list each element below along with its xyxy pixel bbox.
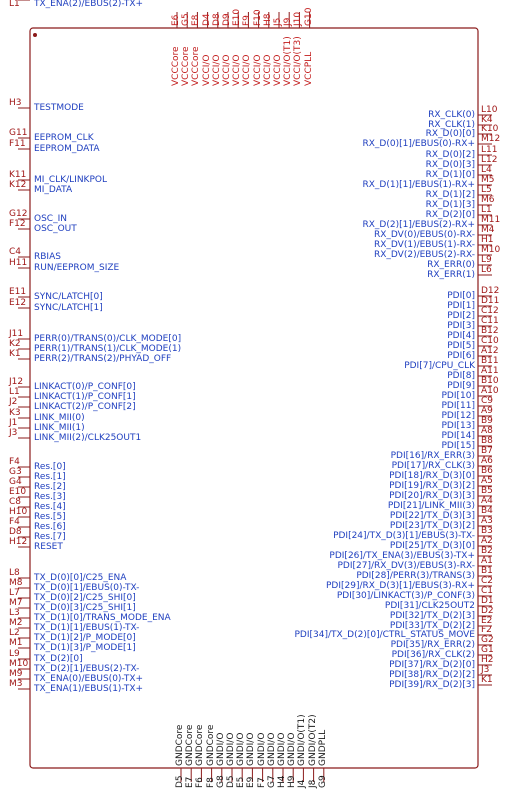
right-pin-number: B8	[481, 436, 493, 446]
left-pin-name: PERR(2)/TRANS(2)/PHYAD_OFF	[34, 354, 172, 364]
right-pin-number: A2	[481, 536, 493, 546]
left-pin-number: J1	[9, 418, 18, 428]
right-pin-number: L10	[481, 105, 498, 115]
right-pin-number: D11	[481, 296, 500, 306]
right-pin-name: PDI[17]/RX_CLK(3)	[391, 461, 475, 471]
bottom-pin-name: GNDI/O	[236, 732, 247, 766]
top-pin-number: G10	[303, 7, 314, 26]
right-pin-number: L11	[481, 145, 498, 155]
right-pin-number: B2	[481, 546, 493, 556]
right-pin-name: RX_CLK(0)	[428, 110, 475, 120]
left-pin-name: EEPROM_CLK	[34, 133, 94, 143]
top-pin-number: J10	[293, 11, 304, 26]
bottom-pin-number: G7	[266, 775, 277, 788]
pin1-marker-dot	[33, 33, 37, 37]
right-pin-name: PDI[29]/RX_D(3)[1]/EBUS(3)-RX+	[325, 581, 475, 591]
left-pin-name: OSC_IN	[34, 214, 67, 224]
left-pin-number: M2	[9, 618, 23, 628]
right-pin-name: RX_ERR(1)	[427, 270, 475, 280]
right-pin-number: H2	[481, 655, 494, 665]
right-pin-number: E2	[481, 616, 493, 626]
right-pin-name: PDI[39]/RX_D(2)[3]	[389, 680, 475, 690]
right-pin-number: M12	[481, 134, 501, 144]
right-pin-number: B10	[481, 376, 499, 386]
left-pin-name: PERR(1)/TRANS(1)/CLK_MODE(1)	[34, 344, 182, 354]
right-pin-number: C11	[481, 316, 499, 326]
bottom-pin-number: F7	[256, 777, 267, 788]
left-pin-number: J2	[9, 397, 18, 407]
left-pin-number: L7	[9, 588, 20, 598]
right-pin-number: D12	[481, 286, 500, 296]
left-pin-name: MI_CLK/LINKPOL	[34, 175, 107, 185]
left-pin-number: M3	[9, 679, 23, 689]
right-pin-name: RX_D(0)[2]	[425, 150, 475, 160]
right-pin-name: RX_D(2)[0]	[425, 210, 475, 220]
right-pin-name: RX_D(1)[1]/EBUS(1)-RX+	[362, 180, 475, 190]
right-pin-number: A8	[481, 426, 493, 436]
top-pin-number: D8	[211, 13, 222, 26]
top-pin-name: VCCI/O	[273, 54, 283, 86]
right-pin-number: A5	[481, 476, 493, 486]
left-pin-number: F4	[9, 517, 20, 527]
right-pin-number: A9	[481, 406, 493, 416]
left-pin-name: Res.[6]	[34, 522, 66, 532]
right-pin-name: RX_D(2)[1]/EBUS(2)-RX+	[362, 220, 475, 230]
right-pin-number: L9	[481, 255, 492, 265]
right-pin-number: C2	[481, 576, 494, 586]
left-pin-name: TX_D(0)[3]/C25_SHI[1]	[34, 603, 136, 613]
left-pin-name: LINKACT(0)/P_CONF[0]	[34, 382, 136, 392]
right-pin-number: A10	[481, 386, 499, 396]
bottom-pin-name: GNDI/O(T2)	[307, 714, 318, 766]
bottom-pin-name: GNDI/O	[287, 732, 298, 766]
left-pin-name: OSC_OUT	[34, 224, 77, 234]
bottom-pin-name: GNDI/O	[215, 732, 226, 766]
right-pin-number: B9	[481, 416, 493, 426]
right-pin-name: PDI[10]	[441, 391, 475, 401]
right-pin-number: L5	[481, 185, 492, 195]
right-pin-name: RX_D(0)[0]	[425, 129, 475, 139]
left-pin-number: J3	[9, 428, 18, 438]
top-pin-name: VCCI/O	[262, 54, 273, 86]
left-pin-name: LINK_MII(0)	[34, 413, 85, 423]
bottom-pin-name: GNDPLL	[317, 729, 328, 766]
right-pin-number: M5	[481, 175, 495, 185]
right-pin-name: RX_CLK(1)	[428, 120, 475, 130]
right-pin-number: L4	[481, 165, 492, 175]
right-pin-name: PDI[16]/RX_ERR(3)	[390, 451, 475, 461]
top-pin-name: VCCI/O	[222, 54, 232, 86]
left-pin-name: TESTMODE	[34, 103, 84, 113]
right-pin-number: J3	[481, 665, 490, 675]
left-pin-name: TX_D(0)[2]/C25_SHI[0]	[34, 593, 136, 603]
left-pin-number: M7	[9, 598, 23, 608]
right-pin-name: RX_ERR(0)	[427, 260, 475, 270]
left-pin-name: TX_D(1)[3]/P_MODE[1]	[34, 643, 136, 653]
right-pin-name: RX_DV(0)/EBUS(0)-RX-	[373, 230, 475, 240]
left-pin-number: F4	[9, 457, 20, 467]
top-pin-number: F9	[242, 15, 253, 26]
right-pin-name: PDI[25]/TX_D(3)[0]	[389, 541, 475, 551]
top-pin-number: E8	[191, 14, 202, 26]
right-pin-name: PDI[5]	[447, 341, 475, 351]
left-pin-number: L8	[9, 568, 20, 578]
left-pin-number: E11	[9, 287, 27, 297]
right-pin-name: PDI[24]/TX_D(3)[1]/EBUS(3)-TX-	[333, 531, 475, 541]
left-pin-number: D8	[9, 527, 22, 537]
bottom-pin-name: GNDCore	[185, 724, 196, 766]
right-pin-name: PDI[20]/RX_D(3)[3]	[389, 491, 475, 501]
right-pin-name: RX_D(0)[3]	[425, 160, 475, 170]
right-pin-number: B11	[481, 356, 499, 366]
top-pin-name: VCCI/O	[201, 54, 212, 86]
right-pin-name: PDI[7]/CPU_CLK	[404, 361, 475, 371]
right-pin-number: A3	[481, 516, 493, 526]
right-pin-name: RX_D(1)[0]	[425, 170, 475, 180]
right-pin-name: PDI[12]	[441, 411, 475, 421]
right-pin-number: B7	[481, 446, 493, 456]
left-pin-number: K11	[9, 170, 27, 180]
bottom-pin-name: GNDI/O(T1)	[297, 714, 308, 766]
top-pin-name: VCCCore	[181, 46, 192, 86]
left-pin-number: H10	[9, 507, 28, 517]
right-pin-name: PDI[19]/RX_D(3)[2]	[389, 481, 475, 491]
top-pin-name: VCCI/O	[211, 54, 222, 86]
left-pin-name: LINK_MII(1)	[34, 423, 85, 433]
right-pin-number: D1	[481, 596, 494, 606]
right-pin-number: A6	[481, 456, 493, 466]
bottom-pin-number: F6	[195, 777, 206, 788]
right-pin-number: L12	[481, 155, 498, 165]
left-pin-number: F12	[9, 219, 26, 229]
right-pin-name: PDI[18]/RX_D(3)[0]	[389, 471, 475, 481]
bottom-pin-number: D5	[226, 775, 236, 788]
left-pin-number: M9	[9, 669, 23, 679]
top-pin-name: VCCCore	[191, 46, 202, 86]
bottom-pin-number: G9	[317, 775, 328, 788]
left-pin-name: Res.[7]	[34, 532, 66, 542]
right-pin-name: PDI[27]/RX_DV(3)/EBUS(3)-RX-	[337, 561, 475, 571]
left-pin-name: TX_D(1)[0]/TRANS_MODE_ENA	[34, 613, 171, 623]
left-pin-number: K3	[9, 408, 21, 418]
top-pin-name: VCCI/O	[252, 54, 263, 86]
bottom-pin-name: GNDI/O	[246, 732, 257, 766]
left-pin-number: E10	[9, 487, 27, 497]
top-pin-number: F10	[252, 9, 263, 26]
right-pin-number: M11	[481, 215, 501, 225]
right-pin-name: PDI[33]/TX_D(2)[2]	[389, 621, 475, 631]
right-pin-number: G1	[481, 645, 494, 655]
right-pin-number: L6	[481, 265, 492, 275]
left-pin-name: LINKACT(1)/P_CONF[1]	[34, 392, 136, 402]
right-pin-name: PDI[9]	[447, 381, 475, 391]
left-pin-name: LINK_MII(2)/CLK25OUT1	[34, 433, 142, 443]
bottom-pin-name: GNDI/O	[277, 732, 287, 766]
right-pin-name: PDI[1]	[447, 301, 475, 311]
left-pin-name: TX_ENA(1)/EBUS(1)-TX+	[34, 684, 144, 694]
top-pin-number: D9	[222, 13, 232, 26]
right-pin-name: PDI[4]	[447, 331, 475, 341]
right-pin-name: PDI[6]	[447, 351, 475, 361]
left-pin-number: M10	[9, 659, 29, 669]
right-pin-number: B12	[481, 326, 499, 336]
left-pin-name: Res.[0]	[34, 462, 66, 472]
left-pin-number: L1	[9, 0, 20, 9]
right-pin-name: PDI[35]/RX_ERR(2)	[390, 640, 475, 650]
right-pin-number: A11	[481, 366, 499, 376]
bottom-pin-name: GNDCore	[205, 724, 216, 766]
right-pin-name: PDI[37]/RX_D(2)[0]	[389, 660, 475, 670]
right-pin-name: PDI[36]/RX_CLK(2)	[391, 650, 475, 660]
right-pin-number: D2	[481, 606, 494, 616]
left-pin-number: G4	[9, 477, 22, 487]
left-pin-name: SYNC/LATCH[0]	[34, 292, 103, 302]
bottom-pin-name: GNDCore	[175, 724, 185, 766]
bottom-pin-number: G8	[215, 775, 226, 788]
left-pin-number: M8	[9, 578, 23, 588]
right-pin-name: PDI[21]/LINK_MII(3)	[387, 501, 475, 511]
left-pin-name: TX_D(2)[1]/EBUS(2)-TX-	[34, 664, 140, 674]
left-pin-name: Res.[2]	[34, 482, 66, 492]
right-pin-number: A4	[481, 496, 493, 506]
left-pin-number: C4	[9, 247, 22, 257]
right-pin-name: RX_D(1)[2]	[425, 190, 475, 200]
top-pin-number: E6	[171, 14, 181, 26]
left-pin-name: MI_DATA	[34, 185, 73, 195]
right-pin-number: H1	[481, 235, 494, 245]
right-pin-name: PDI[30]/LINKACT(3)/P_CONF(3)	[336, 591, 475, 601]
left-pin-name: TX_ENA(2)/EBUS(2)-TX+	[34, 0, 144, 9]
right-pin-name: PDI[34]/TX_D(2)[0]/CTRL_STATUS_MOVE	[294, 630, 475, 640]
top-pin-number: J9	[283, 17, 294, 26]
right-pin-name: PDI[15]	[441, 441, 475, 451]
right-pin-number: L1	[481, 205, 492, 215]
left-pin-number: K12	[9, 180, 27, 190]
left-pin-name: TX_D(2)[0]	[34, 654, 83, 664]
bottom-pin-number: H9	[287, 775, 298, 788]
left-pin-name: EEPROM_DATA	[34, 144, 100, 154]
left-pin-name: SYNC/LATCH[1]	[34, 303, 103, 313]
left-pin-name: RESET	[34, 542, 63, 552]
left-pin-name: TX_D(0)[1]/EBUS(0)-TX-	[34, 583, 140, 593]
right-pin-name: RX_D(0)[1]/EBUS(0)-RX+	[362, 139, 475, 149]
top-pin-name: VCCPLL	[303, 51, 314, 86]
top-pin-name: VCCI/O(T1)	[283, 36, 294, 86]
left-pin-name: TX_D(1)[1]/EBUS(1)-TX-	[34, 623, 140, 633]
left-pin-number: J11	[9, 329, 24, 339]
right-pin-name: PDI[26]/TX_ENA(3)/EBUS(3)-TX+	[329, 551, 475, 561]
right-pin-number: C12	[481, 306, 499, 316]
left-pin-number: J12	[9, 377, 24, 387]
top-pin-number: E10	[232, 8, 243, 26]
left-pin-number: L1	[9, 387, 20, 397]
bottom-pin-name: GNDI/O	[266, 732, 277, 766]
bottom-pin-number: F8	[205, 777, 216, 788]
left-pin-name: PERR(0)/TRANS(0)/CLK_MODE[0]	[34, 334, 182, 344]
bottom-pin-number: E7	[185, 776, 196, 788]
right-pin-number: M4	[481, 225, 495, 235]
bottom-pin-name: GNDI/O	[256, 732, 267, 766]
bottom-pin-number: H4	[277, 775, 287, 788]
left-pin-number: G12	[9, 209, 28, 219]
left-pin-number: H12	[9, 537, 28, 547]
right-pin-number: B6	[481, 466, 493, 476]
bottom-pin-name: GNDCore	[195, 724, 206, 766]
right-pin-name: RX_D(1)[3]	[425, 200, 475, 210]
left-pin-name: Res.[3]	[34, 492, 66, 502]
left-pin-number: G11	[9, 128, 28, 138]
left-pin-number: E12	[9, 298, 27, 308]
top-pin-name: VCCI/O	[232, 54, 243, 86]
right-pin-number: F2	[481, 625, 492, 635]
right-pin-name: PDI[22]/TX_D(3)[3]	[389, 511, 475, 521]
left-pin-number: H3	[9, 98, 22, 108]
left-pin-name: TX_D(0)[0]/C25_ENA	[34, 573, 127, 583]
bottom-pin-number: E5	[236, 776, 247, 788]
left-pin-name: TX_ENA(0)/EBUS(0)-TX+	[34, 674, 144, 684]
right-pin-number: M6	[481, 195, 495, 205]
right-pin-name: PDI[32]/TX_D(2)[3]	[389, 611, 475, 621]
bottom-pin-number: E9	[246, 776, 257, 788]
top-pin-name: VCCI/O	[242, 54, 253, 86]
top-pin-number: J5	[273, 17, 283, 26]
left-pin-number: M1	[9, 638, 23, 648]
left-pin-name: RBIAS	[34, 252, 61, 262]
right-pin-number: B5	[481, 486, 493, 496]
bottom-pin-name: GNDI/O	[226, 732, 236, 766]
right-pin-number: B4	[481, 506, 493, 516]
top-pin-number: H8	[262, 13, 273, 26]
right-pin-number: A1	[481, 556, 493, 566]
left-pin-name: LINKACT(2)/P_CONF[2]	[34, 402, 136, 412]
left-pin-number: F11	[9, 139, 26, 149]
left-pin-number: K2	[9, 339, 21, 349]
left-pin-number: G3	[9, 467, 22, 477]
right-pin-number: C1	[481, 586, 494, 596]
right-pin-number: K4	[481, 115, 493, 125]
right-pin-name: PDI[28]/PERR(3)/TRANS(3)	[356, 571, 475, 581]
right-pin-number: B1	[481, 566, 493, 576]
left-pin-number: K1	[9, 349, 21, 359]
bottom-pin-number: J4	[297, 779, 308, 788]
right-pin-name: RX_DV(2)/EBUS(2)-RX-	[373, 250, 475, 260]
right-pin-number: A12	[481, 346, 499, 356]
right-pin-name: PDI[14]	[441, 431, 475, 441]
right-pin-name: PDI[13]	[441, 421, 475, 431]
right-pin-name: PDI[8]	[447, 371, 475, 381]
right-pin-name: PDI[38]/RX_D(2)[2]	[389, 670, 475, 680]
right-pin-name: PDI[31]/CLK25OUT2	[384, 601, 475, 611]
right-pin-name: PDI[0]	[447, 291, 475, 301]
top-pin-name: VCCI/O(T3)	[293, 36, 304, 86]
right-pin-name: RX_DV(1)/EBUS(1)-RX-	[373, 240, 475, 250]
left-pin-number: C8	[9, 497, 22, 507]
right-pin-name: PDI[11]	[441, 401, 475, 411]
top-pin-number: G5	[181, 13, 192, 26]
left-pin-number: L2	[9, 628, 20, 638]
right-pin-number: C10	[481, 336, 499, 346]
right-pin-number: G2	[481, 635, 494, 645]
left-pin-number: H11	[9, 258, 28, 268]
top-pin-number: D4	[201, 13, 212, 26]
bottom-pin-number: J8	[307, 779, 318, 788]
left-pin-name: Res.[1]	[34, 472, 66, 482]
left-pin-name: Res.[5]	[34, 512, 66, 522]
left-pin-name: TX_D(1)[2]/P_MODE[0]	[34, 633, 136, 643]
right-pin-number: B3	[481, 526, 493, 536]
right-pin-number: C9	[481, 396, 494, 406]
left-pin-name: Res.[4]	[34, 502, 66, 512]
left-pin-name: RUN/EEPROM_SIZE	[34, 263, 120, 273]
top-pin-name: VCCCore	[171, 46, 181, 86]
right-pin-name: PDI[2]	[447, 311, 475, 321]
right-pin-number: K1	[481, 675, 493, 685]
right-pin-name: PDI[3]	[447, 321, 475, 331]
left-pin-number: L9	[9, 649, 20, 659]
right-pin-number: K10	[481, 124, 499, 134]
bottom-pin-number: D5	[175, 775, 185, 788]
right-pin-number: M10	[481, 245, 501, 255]
left-pin-number: L3	[9, 608, 20, 618]
right-pin-name: PDI[23]/TX_D(3)[2]	[389, 521, 475, 531]
